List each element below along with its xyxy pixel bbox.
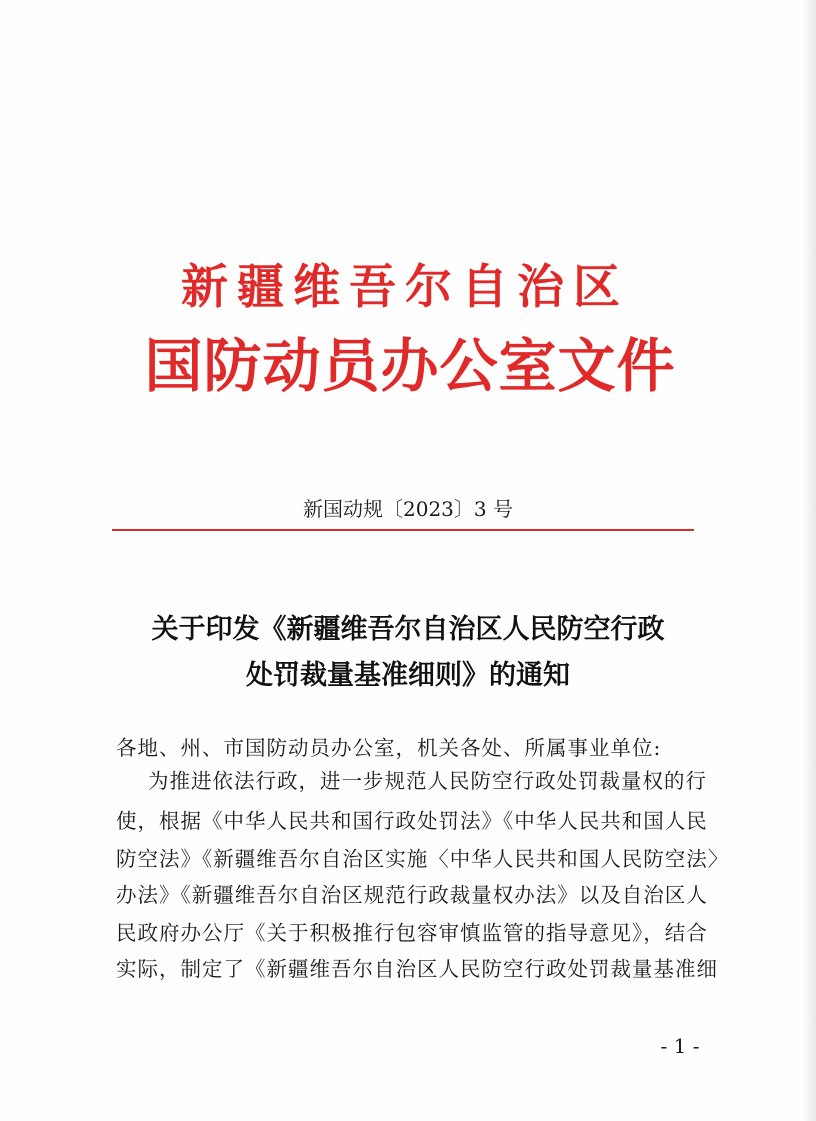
issuer-header-line2: 国防动员办公室文件: [144, 332, 676, 400]
red-separator-line: [112, 529, 694, 531]
body-line: 实际，制定了《新疆维吾尔自治区人民防空行政处罚裁量基准细: [116, 957, 718, 981]
page-edge-shadow: [802, 0, 816, 1121]
issuer-header-line1: 新疆维吾尔自治区: [181, 260, 629, 315]
body-line: 民政府办公厅《关于积极推行包容审慎监管的指导意见》，结合: [116, 921, 708, 945]
document-number: 新国动规〔2023〕3 号: [303, 497, 513, 521]
salutation: 各地、州、市国防动员办公室，机关各处、所属事业单位:: [116, 736, 662, 760]
page-number: - 1 -: [660, 1034, 700, 1058]
body-line: 使，根据《中华人民共和国行政处罚法》《中华人民共和国人民: [116, 809, 708, 833]
document-title-line2: 处罚裁量基准细则》的通知: [246, 660, 570, 691]
body-line: 为推进依法行政，进一步规范人民防空行政处罚裁量权的行: [148, 769, 707, 793]
document-title-line1: 关于印发《新疆维吾尔自治区人民防空行政: [151, 614, 665, 645]
body-line: 办法》《新疆维吾尔自治区规范行政裁量权办法》以及自治区人: [116, 883, 708, 907]
body-line: 防空法》《新疆维吾尔自治区实施〈中华人民共和国人民防空法〉: [116, 847, 730, 871]
